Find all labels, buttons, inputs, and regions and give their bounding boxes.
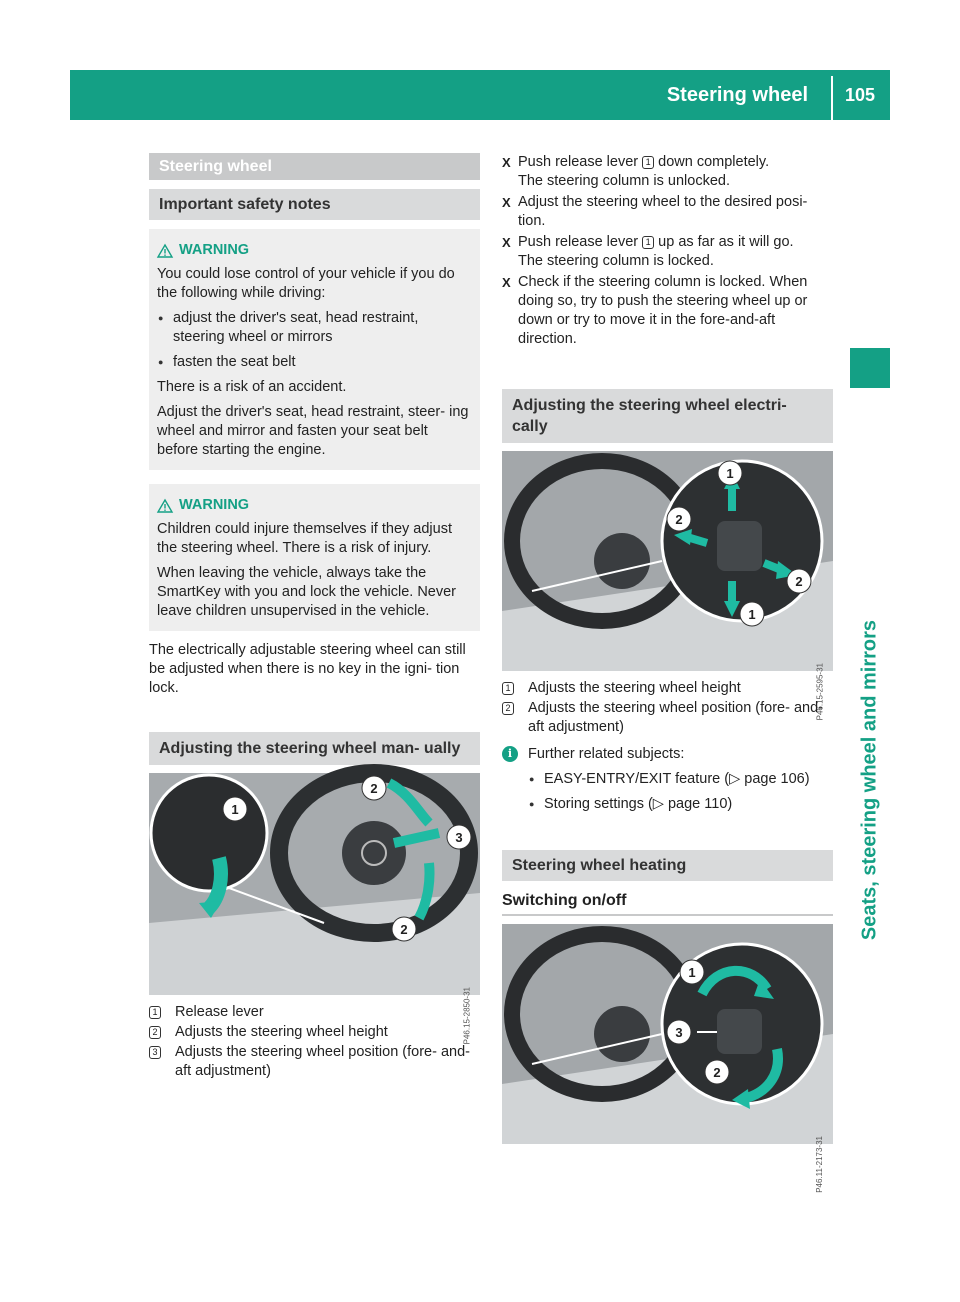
warning-label: WARNING <box>179 242 250 258</box>
warning-label: WARNING <box>179 497 250 513</box>
body-paragraph: The electrically adjustable steering wheel can still be adjusted when there is no key in the igni- tion lock. <box>149 642 466 696</box>
svg-text:2: 2 <box>400 922 408 937</box>
subsection-title: Important safety notes <box>149 189 480 220</box>
warning-risk: There is a risk of an accident. <box>157 379 347 395</box>
svg-text:1: 1 <box>726 466 734 481</box>
instruction-step: X Adjust the steering wheel to the desired posi- tion. <box>502 194 808 229</box>
warning-text: When leaving the vehicle, always take the SmartKey with you and lock the vehicle. Never leave children unsupervised in the vehicle. <box>157 565 456 619</box>
info-link-easy-entry[interactable]: ● EASY-ENTRY/EXIT feature (▷ page 106) <box>528 770 833 789</box>
instruction-step: X Push release lever 1 up as far as it will go. The steering column is locked. <box>502 234 794 269</box>
header-divider <box>831 76 833 120</box>
info-icon: i <box>502 746 518 762</box>
chapter-marker <box>850 348 890 388</box>
legend-item: 2 Adjusts the steering wheel height <box>149 1023 480 1042</box>
bullet-item: ● adjust the driver's seat, head restraint, steering wheel or mirrors <box>157 309 472 347</box>
svg-text:3: 3 <box>675 1025 683 1040</box>
svg-text:1: 1 <box>688 965 696 980</box>
heating-figure <box>502 924 833 1193</box>
info-note <box>502 745 833 814</box>
svg-text:2: 2 <box>675 512 683 527</box>
warning-heading <box>157 496 472 515</box>
warning-box-1 <box>149 229 480 470</box>
figure-code: P46.15-2850-31 <box>462 987 471 1045</box>
bullet-item: ● fasten the seat belt <box>157 353 472 372</box>
heating-title: Steering wheel heating <box>502 850 833 881</box>
electric-adjust-illustration <box>502 451 833 671</box>
left-column <box>149 153 480 1082</box>
heating-illustration <box>502 924 833 1144</box>
figure-code: P46.15-2595-31 <box>815 663 824 721</box>
instruction-step: X Push release lever 1 down completely. The steering column is unlocked. <box>502 154 770 189</box>
svg-text:1: 1 <box>748 607 756 622</box>
right-column <box>502 153 833 1193</box>
legend-item: 3 Adjusts the steering wheel position (fore- and-aft adjustment) <box>149 1043 480 1081</box>
header-title: Steering wheel <box>666 84 808 106</box>
page-header <box>70 70 890 120</box>
svg-text:2: 2 <box>370 781 378 796</box>
manual-adjust-title: Adjusting the steering wheel man- ually <box>149 732 480 765</box>
warning-box-2 <box>149 484 480 631</box>
figure-code: P46.11-2173-31 <box>815 1136 824 1193</box>
warning-intro: You could lose control of your vehicle if you do the following while driving: <box>157 266 455 301</box>
info-link-storing-settings[interactable]: ● Storing settings (▷ page 110) <box>528 795 833 814</box>
step-result: The steering column is locked. <box>518 253 714 269</box>
legend-item: 1 Adjusts the steering wheel height <box>502 679 833 698</box>
arrow-step-icon: X <box>502 235 511 250</box>
svg-text:2: 2 <box>713 1065 721 1080</box>
svg-text:3: 3 <box>455 830 463 845</box>
chapter-title: Seats, steering wheel and mirrors <box>858 619 881 941</box>
manual-adjust-illustration <box>149 773 480 995</box>
legend-item: 1 Release lever <box>149 1003 480 1022</box>
svg-text:2: 2 <box>795 574 803 589</box>
step-result: The steering column is unlocked. <box>518 173 730 189</box>
warning-triangle-icon <box>157 499 173 513</box>
legend-item: 2 Adjusts the steering wheel position (fore- and-aft adjustment) <box>502 699 833 737</box>
warning-heading <box>157 241 472 260</box>
info-label: Further related subjects: <box>528 746 685 762</box>
section-title: Steering wheel <box>149 153 480 180</box>
warning-advice: Adjust the driver's seat, head restraint, steer- ing wheel and mirror and fasten your seat belt before starting the engine. <box>157 404 469 458</box>
arrow-step-icon: X <box>502 155 511 170</box>
warning-triangle-icon <box>157 244 173 258</box>
svg-text:1: 1 <box>231 802 239 817</box>
arrow-step-icon: X <box>502 195 511 210</box>
electric-adjust-title: Adjusting the steering wheel electri- cally <box>502 389 833 443</box>
page-number: 105 <box>844 85 876 105</box>
warning-text: Children could injure themselves if they adjust the steering wheel. There is a risk of injury. <box>157 521 452 556</box>
instruction-step: X Check if the steering column is locked. When doing so, try to push the steering wheel up or down or try to move it in the fore-and-aft direction. <box>502 274 808 347</box>
arrow-step-icon: X <box>502 275 511 290</box>
heating-subtitle: Switching on/off <box>502 891 833 916</box>
